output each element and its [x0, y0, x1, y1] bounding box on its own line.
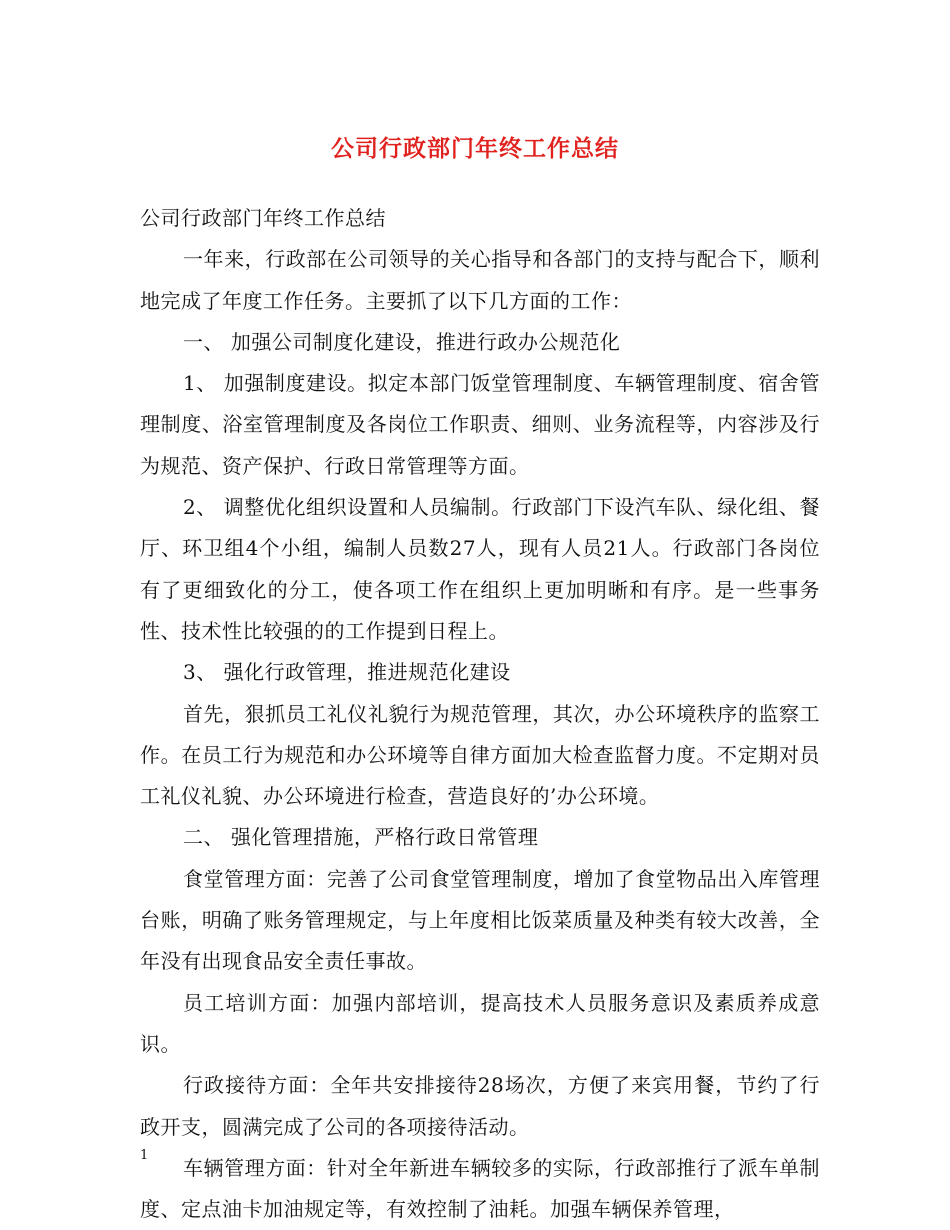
section-heading: 一、 加强公司制度化建设，推进行政办公规范化: [183, 329, 621, 354]
body-paragraph-heading: 公司行政部门年终工作总结: [140, 206, 386, 230]
body-paragraph: 员工培训方面：加强内部培训，提高技术人员服务意识及素质养成意识。: [140, 990, 820, 1056]
section-heading: 二、 强化管理措施，严格行政日常管理: [183, 825, 539, 850]
body-paragraph: 一年来，行政部在公司领导的关心指导和各部门的支持与配合下，顺利地完成了年度工作任务。主要抓了以下几方面的工作：: [140, 247, 820, 313]
document-body: [140, 198, 820, 1230]
body-paragraph: 1、 加强制度建设。拟定本部门饭堂管理制度、车辆管理制度、宿舍管理制度、浴室管理制度及各岗位工作职责、细则、业务流程等，内容涉及行为规范、资产保护、行政日常管理等方面。: [140, 371, 820, 478]
body-paragraph: 车辆管理方面：针对全年新进车辆较多的实际，行政部推行了派车单制度、定点油卡加油规定等，有效控制了油耗。加强车辆保养管理，: [140, 1155, 820, 1222]
body-paragraph: 食堂管理方面：完善了公司食堂管理制度，增加了食堂物品出入库管理台账，明确了账务管理规定，与上年度相比饭菜质量及种类有较大改善，全年没有出现食品安全责任事故。: [140, 866, 820, 974]
body-paragraph: 首先，狠抓员工礼仪礼貌行为规范管理，其次，办公环境秩序的监察工作。在员工行为规范和办公环境等自律方面加大检查监督力度。不定期对员工礼仪礼貌、办公环境进行检查，营造良好的’办公环境。: [140, 701, 820, 809]
subsection-heading: 3、 强化行政管理，推进规范化建设: [183, 660, 511, 685]
page-number: 1: [140, 1148, 149, 1163]
document-title: 公司行政部门年终工作总结: [331, 135, 619, 162]
body-paragraph: 行政接待方面：全年共安排接待28场次，方便了来宾用餐，节约了行政开支，圆满完成了公司的各项接待活动。: [140, 1073, 820, 1139]
body-paragraph: 2、 调整优化组织设置和人员编制。行政部门下设汽车队、绿化组、餐厅、环卫组4个小组，编制人员数27人，现有人员21人。行政部门各岗位有了更细致化的分工，使各项工作在组织上更加明晰和有序。是一些事务性、技术性比较强的的工作提到日程上。: [140, 495, 820, 643]
